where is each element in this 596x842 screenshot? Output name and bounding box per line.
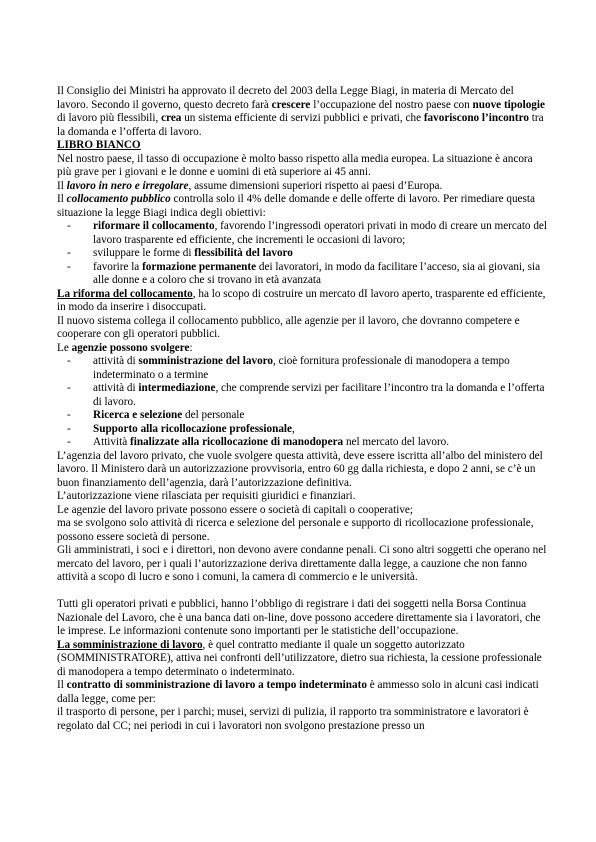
objectives-list bbox=[57, 220, 547, 288]
lavoro-nero-paragraph: Il lavoro in nero e irregolare, assume dimensioni superiori rispetto ai paesi d’Europa. bbox=[57, 179, 443, 192]
autorizzazione-paragraph: L’autorizzazione viene rilasciata per requisiti giuridici e finanziari. bbox=[57, 490, 356, 502]
libro-bianco-heading: LIBRO BIANCO bbox=[57, 139, 141, 151]
list-item: - riformare il collocamento, favorendo l’ingressodi operatori privati in modo di creare un mercato del lavoro trasparente ed efficiente, che incrementi le occasioni di lavoro; bbox=[93, 220, 547, 247]
riforma-paragraph: La riforma del collocamento, ha lo scopo di costruire un mercato dI lavoro aperto, trasparente ed efficiente, in modo da inserire i disoccupati. bbox=[57, 287, 546, 313]
list-item: - favorire la formazione permanente dei lavoratori, in modo da facilitare l’acceso, sia ai giovani, sia alle donne e a coloro che si trovano in età avanzata bbox=[93, 261, 547, 288]
collocamento-pubblico-paragraph: Il collocamento pubblico controlla solo il 4% delle domande e delle offerte di lavoro. Per rimediare questa situazione la legge Biagi indica degli obiettivi: bbox=[57, 193, 535, 219]
intro-paragraph: Il Consiglio dei Ministri ha approvato il decreto del 2003 della Legge Biagi, in materia di Mercato del lavoro. Secondo il governo, questo decreto farà crescere l’occupazione del nostro paese con nuove tipologie di lavoro più flessibili, crea un sistema efficiente di servizi pubblici e privati, che favoriscono l’incontro tra la domanda e l’offerta di lavoro. bbox=[57, 85, 545, 138]
agenzie-private-paragraph: Le agenzie del lavoro private possono essere o società di capitali o cooperative; bbox=[57, 503, 413, 516]
list-item: - Ricerca e selezione del personale bbox=[93, 409, 547, 423]
paragraph-spacer bbox=[57, 585, 547, 599]
contratto-paragraph: Il contratto di somministrazione di lavoro a tempo indeterminato è ammesso solo in alcuni casi indicati dalla legge, come per: bbox=[57, 679, 539, 705]
trasporto-paragraph: il trasporto di persone, per i parchi; musei, servizi di pulizia, il rapporto tra somministratore e lavoratori è regolato dal CC; nei periodi in cui i lavoratori non svolgono prestazione presso un bbox=[57, 706, 529, 732]
list-item: - Attività finalizzate alla ricollocazione di manodopera nel mercato del lavoro. bbox=[93, 436, 547, 450]
list-item: - attività di intermediazione, che comprende servizi per facilitare l’incontro tra la domanda e l’offerta di lavoro. bbox=[93, 382, 547, 409]
list-item: - Supporto alla ricollocazione professionale, bbox=[93, 423, 547, 437]
list-item: - sviluppare le forme di flessibilità del lavoro bbox=[93, 247, 547, 261]
societa-persone-paragraph: ma se svolgono solo attività di ricerca e selezione del personale e supporto di ricollocazione professionale, possono essere società di persone. bbox=[57, 517, 534, 543]
borsa-lavoro-paragraph: Tutti gli operatori privati e pubblici, hanno l’obbligo di registrare i dati dei soggetti nella Borsa Continua Nazionale del Lavoro, che è una banca dati on-line, dove possono accedere direttamente sia i lavoratori, che le imprese. Le informazioni contenute sono importanti per le statistiche dell’occupazione. bbox=[57, 598, 541, 637]
somministrazione-paragraph: La somministrazione di lavoro, è quel contratto mediante il quale un soggetto autorizzato (SOMMINISTRATORE), attiva nei confronti dell’utilizzatore, dietro sua richiesta, la cessione professionale di manodopera a tempo determinato o indeterminato. bbox=[57, 638, 542, 678]
list-item: - attività di somministrazione del lavoro, cioè fornitura professionale di manodopera a tempo indeterminato o a termine bbox=[93, 355, 547, 382]
nuovo-sistema-paragraph: Il nuovo sistema collega il collocamento pubblico, alle agenzie per il lavoro, che dovranno competere e cooperare con gli operatori pubblici. bbox=[57, 314, 520, 340]
agenzia-privata-paragraph: L’agenzia del lavoro privato, che vuole svolgere questa attività, deve essere iscritta all’albo del ministero del lavoro. Il Ministero darà un autorizzazione provvisoria, entro 60 gg dalla richiesta, e dopo 2 anni, se c’è un buon finanziamento dell’agenzia, darà l’autorizzazione definitiva. bbox=[57, 449, 543, 489]
agenzie-intro-paragraph: Le agenzie possono svolgere: bbox=[57, 341, 193, 354]
document-body bbox=[57, 85, 547, 733]
agencies-list bbox=[57, 355, 547, 450]
amministrati-paragraph: Gli amministrati, i soci e i direttori, non devono avere condanne penali. Ci sono altri soggetti che operano nel mercato del lavoro, per i quali l’autorizzazione deriva direttamente dalla legge, a cauzione che non fanno attività a scopo di lucro e sono i comuni, la camera di commercio e le università. bbox=[57, 544, 547, 583]
occupation-rate-paragraph: Nel nostro paese, il tasso di occupazione è molto basso rispetto alla media europea. La situazione è ancora più grave per i giovani e le donne e uomini di età superiore ai 45 anni. bbox=[57, 152, 533, 178]
